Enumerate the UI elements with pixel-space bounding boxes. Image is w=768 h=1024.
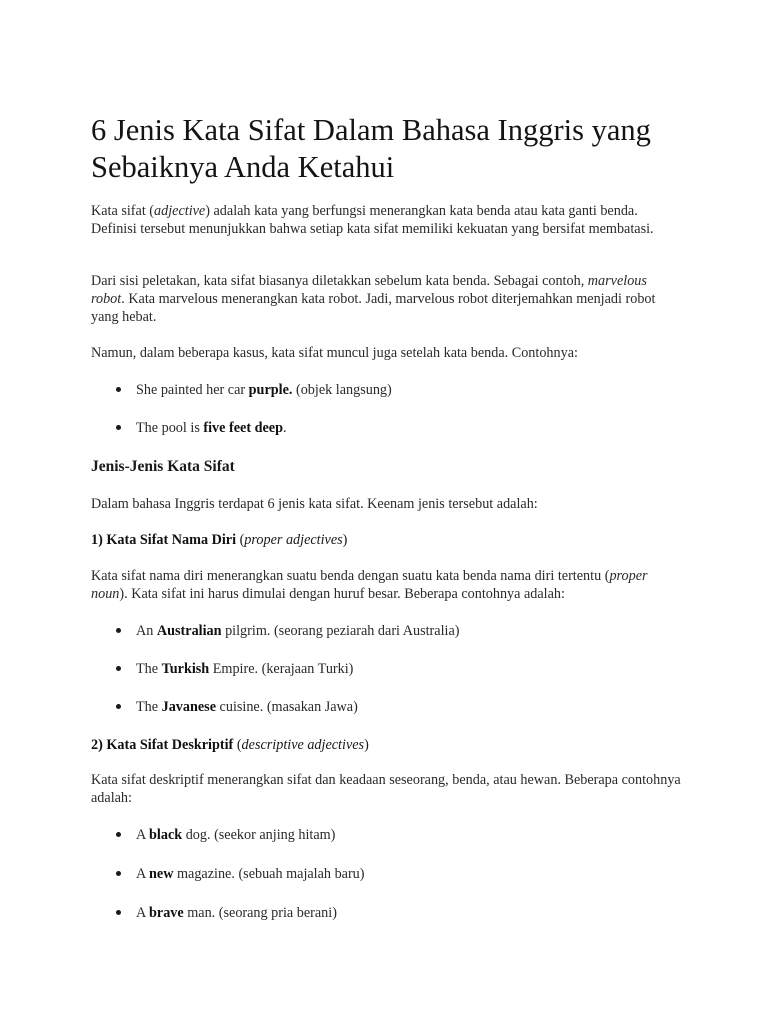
bullet-icon [116,871,121,876]
bullet-icon [116,910,121,915]
section-heading: Jenis-Jenis Kata Sifat [91,458,235,475]
intro-paragraph-2: Dari sisi peletakan, kata sifat biasanya diletakkan sebelum kata benda. Sebagai contoh, marvelous robot. Kata marvelous menerangkan kata robot. Jadi, marvelous robot diterjemahkan menjadi robot yang hebat. [91,273,656,325]
bullet-icon [116,666,121,671]
type-2-description: Kata sifat deskriptif menerangkan sifat dan keadaan seseorang, benda, atau hewan. Beberapa contohnya adalah: [91,772,681,806]
section-lead: Dalam bahasa Inggris terdapat 6 jenis kata sifat. Keenam jenis tersebut adalah: [91,496,538,512]
bullet-icon [116,704,121,709]
type-1-heading: 1) Kata Sifat Nama Diri (proper adjectives) [91,532,348,548]
bullet-icon [116,387,121,392]
type-2-heading: 2) Kata Sifat Deskriptif (descriptive adjectives) [91,737,369,753]
intro-paragraph-1: Kata sifat (adjective) adalah kata yang berfungsi menerangkan kata benda atau kata ganti benda. Definisi tersebut menunjukkan bahwa setiap kata sifat memiliki kekuatan yang bersifat membatasi. [91,203,654,237]
bullet-icon [116,628,121,633]
page-title: 6 Jenis Kata Sifat Dalam Bahasa Inggris yang Sebaiknya Anda Ketahui [91,113,651,184]
bullet-icon [116,832,121,837]
type-1-description: Kata sifat nama diri menerangkan suatu benda dengan suatu kata benda nama diri tertentu (proper noun). Kata sifat ini harus dimulai dengan huruf besar. Beberapa contohnya adalah: [91,568,648,602]
intro-paragraph-3: Namun, dalam beberapa kasus, kata sifat muncul juga setelah kata benda. Contohnya: [91,345,578,361]
bullet-icon [116,425,121,430]
